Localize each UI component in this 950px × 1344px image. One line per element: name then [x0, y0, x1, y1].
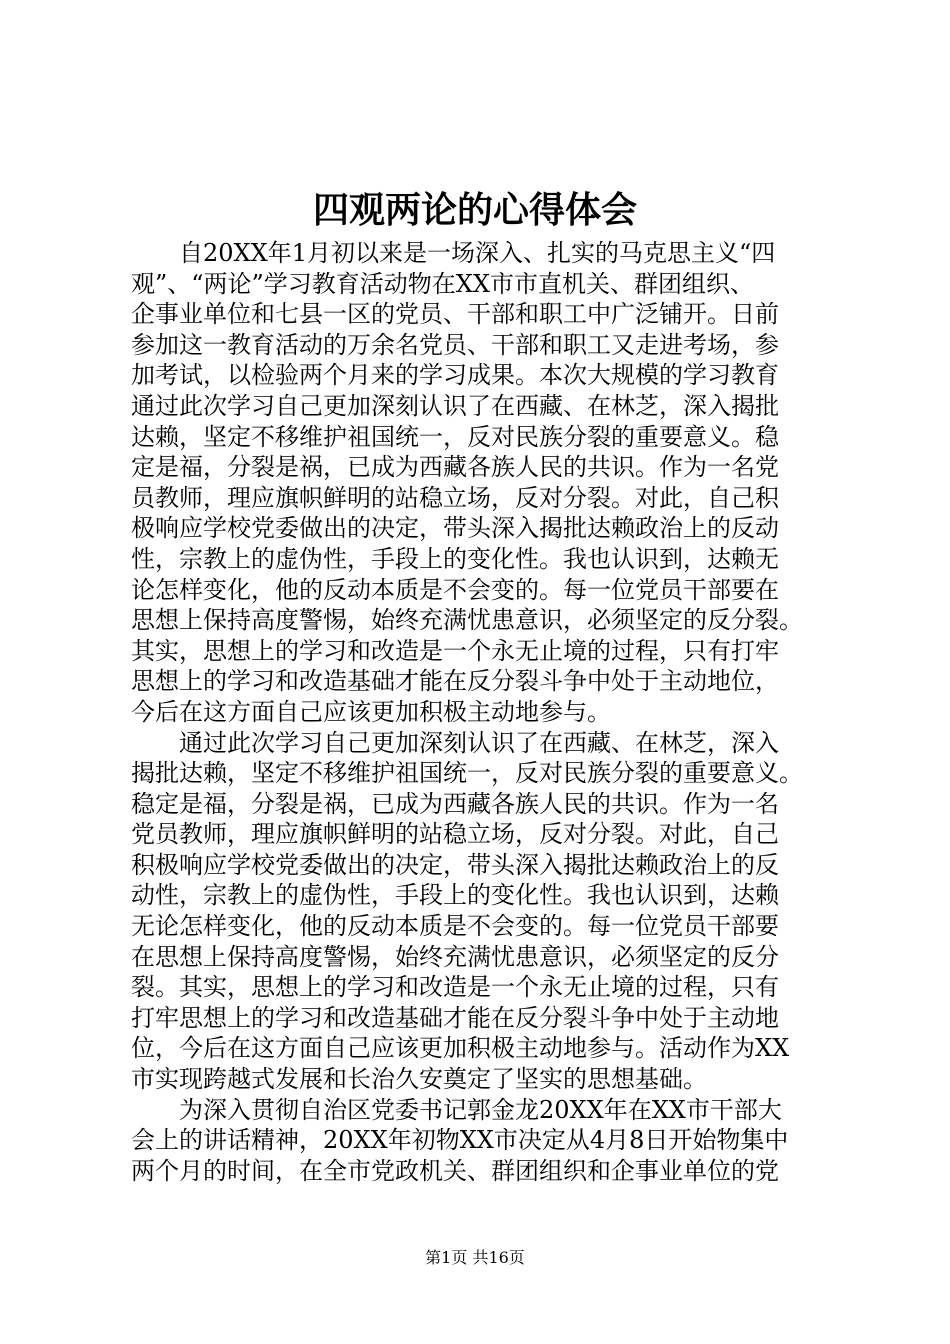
body-line: 位，今后在这方面自己应该更加积极主动地参与。活动作为XX — [131, 1034, 790, 1063]
body-line: 稳定是福，分裂是祸，已成为西藏各族人民的共识。作为一名 — [131, 789, 779, 818]
body-line: 观”、“两论”学习教育活动物在XX市市直机关、群团组织、 — [131, 269, 754, 298]
body-line: 今后在这方面自己应该更加积极主动地参与。 — [131, 697, 611, 726]
page-title: 四观两论的心得体会 — [312, 189, 637, 231]
body-line: 其实，思想上的学习和改造是一个永无止境的过程，只有打牢 — [131, 636, 779, 665]
body-line: 参加这一教育活动的万余名党员、干部和职工又走进考场，参 — [131, 330, 779, 359]
body-line: 积极响应学校党委做出的决定，带头深入揭批达赖政治上的反 — [131, 850, 779, 879]
body-line: 通过此次学习自己更加深刻认识了在西藏、在林芝，深入 — [131, 728, 779, 757]
body-line: 自20XX年1月初以来是一场深入、扎实的马克思主义“四 — [131, 239, 776, 267]
body-line: 党员教师，理应旗帜鲜明的站稳立场，反对分裂。对此，自己 — [131, 820, 779, 849]
body-line: 动性，宗教上的虚伪性，手段上的变化性。我也认识到，达赖 — [131, 881, 779, 910]
body-line: 思想上保持高度警惕，始终充满忧患意识，必须坚定的反分裂。 — [131, 606, 803, 635]
body-line: 达赖，坚定不移维护祖国统一，反对民族分裂的重要意义。稳 — [131, 422, 779, 451]
body-line: 定是福，分裂是祸，已成为西藏各族人民的共识。作为一名党 — [131, 453, 779, 482]
body-line: 裂。其实，思想上的学习和改造是一个永无止境的过程，只有 — [131, 973, 779, 1002]
body-line: 在思想上保持高度警惕，始终充满忧患意识，必须坚定的反分 — [131, 942, 779, 971]
document-body — [131, 238, 831, 1186]
body-line: 论怎样变化，他的反动本质是不会变的。每一位党员干部要在 — [131, 575, 779, 604]
body-line: 为深入贯彻自治区党委书记郭金龙20XX年在XX市干部大 — [131, 1095, 782, 1124]
body-line: 员教师，理应旗帜鲜明的站稳立场，反对分裂。对此，自己积 — [131, 483, 779, 512]
body-line: 加考试，以检验两个月来的学习成果。本次大规模的学习教育 — [131, 361, 779, 390]
body-line: 打牢思想上的学习和改造基础才能在反分裂斗争中处于主动地 — [131, 1003, 779, 1032]
body-line: 思想上的学习和改造基础才能在反分裂斗争中处于主动地位， — [131, 667, 779, 696]
body-line: 两个月的时间，在全市党政机关、群团组织和企事业单位的党 — [131, 1156, 779, 1185]
body-line: 企事业单位和七县一区的党员、干部和职工中广泛铺开。日前 — [131, 300, 779, 329]
body-line: 会上的讲话精神，20XX年初物XX市决定从4月8日开始物集中 — [131, 1126, 789, 1155]
page-number: 第1页 共16页 — [425, 1248, 525, 1267]
body-line: 无论怎样变化，他的反动本质是不会变的。每一位党员干部要 — [131, 912, 779, 941]
body-line: 性，宗教上的虚伪性，手段上的变化性。我也认识到，达赖无 — [131, 544, 779, 573]
body-line: 极响应学校党委做出的决定，带头深入揭批达赖政治上的反动 — [131, 514, 779, 543]
body-line: 通过此次学习自己更加深刻认识了在西藏、在林芝，深入揭批 — [131, 391, 779, 420]
body-line: 市实现跨越式发展和长治久安奠定了坚实的思想基础。 — [131, 1065, 707, 1094]
body-line: 揭批达赖，坚定不移维护祖国统一，反对民族分裂的重要意义。 — [131, 759, 803, 788]
